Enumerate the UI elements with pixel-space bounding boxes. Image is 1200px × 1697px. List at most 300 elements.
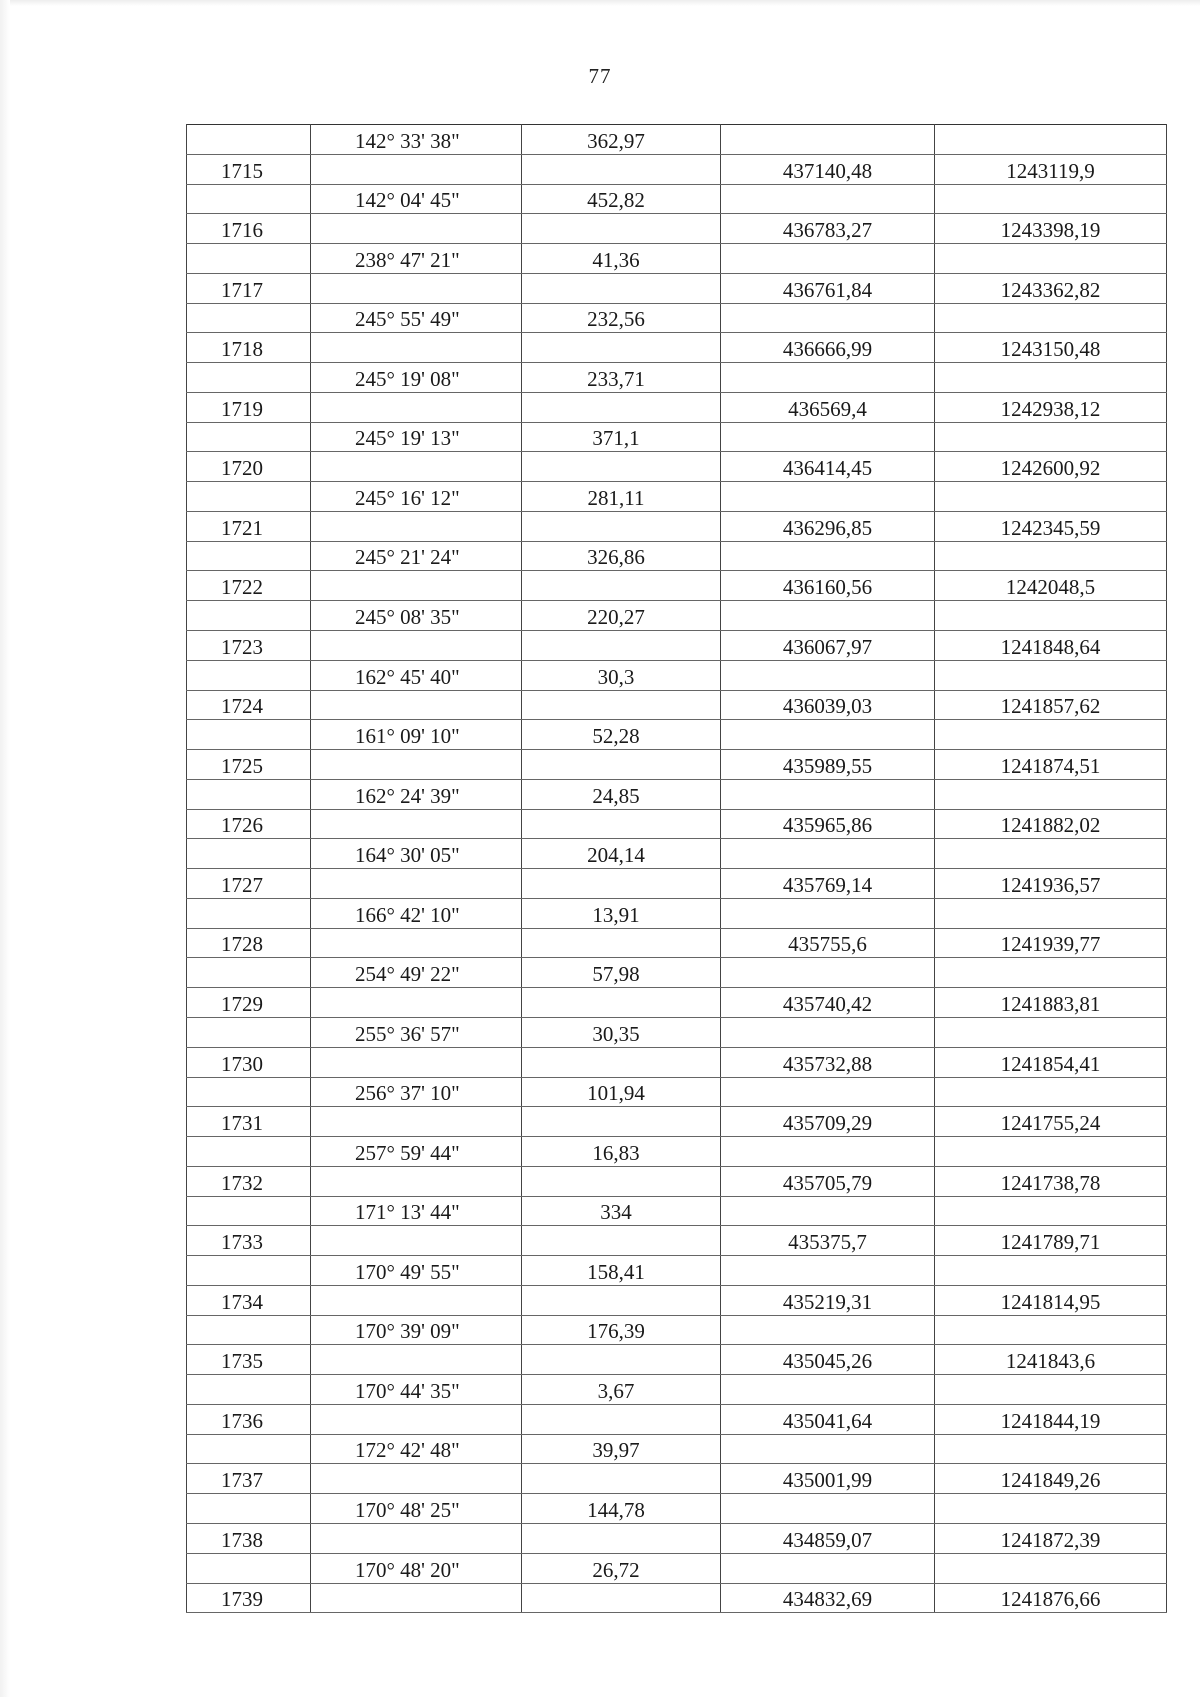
point-number-cell: 1716 [187,214,311,244]
y-coordinate-cell [935,303,1167,333]
distance-cell: 220,27 [522,601,721,631]
x-coordinate-cell: 435755,6 [721,928,935,958]
point-number-cell [187,1375,311,1405]
bearing-angle-cell [311,511,522,541]
y-coordinate-cell: 1243119,9 [935,154,1167,184]
table-row [187,1345,1167,1375]
table-row [187,660,1167,690]
table-row [187,1256,1167,1286]
bearing-angle-cell: 164° 30' 05" [311,839,522,869]
table-row [187,1077,1167,1107]
scan-shadow-left [0,0,10,1697]
table-row [187,839,1167,869]
bearing-angle-cell: 245° 21' 24" [311,541,522,571]
point-number-cell [187,244,311,274]
distance-cell: 158,41 [522,1256,721,1286]
y-coordinate-cell: 1241874,51 [935,750,1167,780]
distance-cell: 281,11 [522,482,721,512]
y-coordinate-cell: 1242938,12 [935,392,1167,422]
x-coordinate-cell: 435965,86 [721,809,935,839]
y-coordinate-cell: 1243398,19 [935,214,1167,244]
bearing-angle-cell [311,571,522,601]
bearing-angle-cell: 170° 48' 20" [311,1553,522,1583]
x-coordinate-cell [721,422,935,452]
x-coordinate-cell [721,1315,935,1345]
x-coordinate-cell: 436569,4 [721,392,935,422]
distance-cell [522,392,721,422]
bearing-angle-cell [311,1107,522,1137]
distance-cell: 232,56 [522,303,721,333]
bearing-angle-cell [311,1285,522,1315]
y-coordinate-cell [935,1137,1167,1167]
distance-cell [522,154,721,184]
distance-cell: 144,78 [522,1494,721,1524]
y-coordinate-cell: 1241738,78 [935,1166,1167,1196]
table-row [187,779,1167,809]
point-number-cell: 1735 [187,1345,311,1375]
page-number: 77 [588,64,612,88]
bearing-angle-cell: 166° 42' 10" [311,898,522,928]
x-coordinate-cell [721,541,935,571]
bearing-angle-cell: 238° 47' 21" [311,244,522,274]
x-coordinate-cell [721,1017,935,1047]
table-row [187,1047,1167,1077]
point-number-cell: 1715 [187,154,311,184]
x-coordinate-cell: 435045,26 [721,1345,935,1375]
x-coordinate-cell: 434859,07 [721,1523,935,1553]
point-number-cell [187,1017,311,1047]
bearing-angle-cell [311,1523,522,1553]
bearing-angle-cell [311,392,522,422]
bearing-angle-cell [311,1404,522,1434]
table-row [187,720,1167,750]
point-number-cell [187,184,311,214]
table-row [187,273,1167,303]
point-number-cell [187,1256,311,1286]
distance-cell: 13,91 [522,898,721,928]
bearing-angle-cell: 170° 39' 09" [311,1315,522,1345]
table-row [187,541,1167,571]
table-row [187,1464,1167,1494]
bearing-angle-cell [311,631,522,661]
x-coordinate-cell [721,1256,935,1286]
point-number-cell: 1736 [187,1404,311,1434]
x-coordinate-cell: 435732,88 [721,1047,935,1077]
bearing-angle-cell [311,988,522,1018]
point-number-cell: 1726 [187,809,311,839]
point-number-cell: 1724 [187,690,311,720]
table-row [187,1375,1167,1405]
point-number-cell: 1722 [187,571,311,601]
distance-cell [522,273,721,303]
bearing-angle-cell [311,1464,522,1494]
table-row [187,988,1167,1018]
distance-cell [522,869,721,899]
bearing-angle-cell: 257° 59' 44" [311,1137,522,1167]
bearing-angle-cell: 171° 13' 44" [311,1196,522,1226]
y-coordinate-cell [935,1315,1167,1345]
point-number-cell [187,1196,311,1226]
point-number-cell [187,898,311,928]
point-number-cell: 1730 [187,1047,311,1077]
table-row [187,690,1167,720]
distance-cell: 176,39 [522,1315,721,1345]
table-row [187,631,1167,661]
table-row [187,125,1167,155]
y-coordinate-cell [935,660,1167,690]
table-row [187,184,1167,214]
bearing-angle-cell [311,452,522,482]
distance-cell [522,988,721,1018]
point-number-cell: 1733 [187,1226,311,1256]
y-coordinate-cell [935,541,1167,571]
distance-cell [522,1464,721,1494]
y-coordinate-cell [935,1375,1167,1405]
point-number-cell [187,601,311,631]
y-coordinate-cell: 1241789,71 [935,1226,1167,1256]
distance-cell [522,1166,721,1196]
point-number-cell: 1737 [187,1464,311,1494]
x-coordinate-cell: 436761,84 [721,273,935,303]
table-row [187,1107,1167,1137]
y-coordinate-cell: 1242600,92 [935,452,1167,482]
bearing-angle-cell: 256° 37' 10" [311,1077,522,1107]
distance-cell [522,1107,721,1137]
table-row [187,750,1167,780]
distance-cell: 41,36 [522,244,721,274]
coordinates-table [186,124,1167,1613]
y-coordinate-cell: 1243150,48 [935,333,1167,363]
distance-cell: 101,94 [522,1077,721,1107]
x-coordinate-cell: 436296,85 [721,511,935,541]
y-coordinate-cell [935,1256,1167,1286]
table-row [187,1494,1167,1524]
y-coordinate-cell [935,422,1167,452]
x-coordinate-cell [721,720,935,750]
y-coordinate-cell [935,720,1167,750]
bearing-angle-cell: 172° 42' 48" [311,1434,522,1464]
distance-cell: 39,97 [522,1434,721,1464]
y-coordinate-cell [935,601,1167,631]
y-coordinate-cell [935,363,1167,393]
x-coordinate-cell [721,958,935,988]
distance-cell: 26,72 [522,1553,721,1583]
bearing-angle-cell: 170° 48' 25" [311,1494,522,1524]
bearing-angle-cell [311,333,522,363]
y-coordinate-cell [935,779,1167,809]
x-coordinate-cell: 435989,55 [721,750,935,780]
y-coordinate-cell: 1243362,82 [935,273,1167,303]
bearing-angle-cell: 170° 49' 55" [311,1256,522,1286]
x-coordinate-cell [721,1553,935,1583]
point-number-cell [187,1137,311,1167]
point-number-cell: 1729 [187,988,311,1018]
table-row [187,809,1167,839]
table-row [187,511,1167,541]
point-number-cell [187,1434,311,1464]
distance-cell: 57,98 [522,958,721,988]
table-row [187,333,1167,363]
distance-cell [522,571,721,601]
point-number-cell: 1725 [187,750,311,780]
y-coordinate-cell [935,1077,1167,1107]
distance-cell [522,333,721,363]
table-row [187,1166,1167,1196]
x-coordinate-cell: 435769,14 [721,869,935,899]
y-coordinate-cell: 1242345,59 [935,511,1167,541]
x-coordinate-cell [721,184,935,214]
bearing-angle-cell [311,1345,522,1375]
table-row [187,1404,1167,1434]
y-coordinate-cell: 1241876,66 [935,1583,1167,1613]
point-number-cell: 1717 [187,273,311,303]
point-number-cell: 1723 [187,631,311,661]
point-number-cell: 1738 [187,1523,311,1553]
table-row [187,571,1167,601]
point-number-cell: 1727 [187,869,311,899]
distance-cell [522,1226,721,1256]
x-coordinate-cell: 436067,97 [721,631,935,661]
y-coordinate-cell [935,1494,1167,1524]
bearing-angle-cell: 245° 08' 35" [311,601,522,631]
coordinates-table-body [187,125,1167,1613]
point-number-cell [187,363,311,393]
x-coordinate-cell [721,1137,935,1167]
table-row [187,869,1167,899]
table-row [187,928,1167,958]
y-coordinate-cell: 1241857,62 [935,690,1167,720]
distance-cell: 452,82 [522,184,721,214]
bearing-angle-cell: 245° 19' 13" [311,422,522,452]
x-coordinate-cell [721,1077,935,1107]
distance-cell [522,1345,721,1375]
x-coordinate-cell [721,363,935,393]
point-number-cell [187,541,311,571]
table-row [187,1553,1167,1583]
x-coordinate-cell: 435001,99 [721,1464,935,1494]
x-coordinate-cell [721,1494,935,1524]
y-coordinate-cell [935,898,1167,928]
table-row [187,1315,1167,1345]
distance-cell [522,809,721,839]
bearing-angle-cell [311,1226,522,1256]
table-row [187,363,1167,393]
y-coordinate-cell: 1241849,26 [935,1464,1167,1494]
table-row [187,214,1167,244]
bearing-angle-cell [311,1583,522,1613]
bearing-angle-cell [311,1047,522,1077]
bearing-angle-cell [311,869,522,899]
point-number-cell [187,1077,311,1107]
x-coordinate-cell: 436666,99 [721,333,935,363]
y-coordinate-cell: 1241936,57 [935,869,1167,899]
bearing-angle-cell: 142° 04' 45" [311,184,522,214]
x-coordinate-cell [721,839,935,869]
x-coordinate-cell: 435041,64 [721,1404,935,1434]
x-coordinate-cell [721,1375,935,1405]
bearing-angle-cell [311,273,522,303]
y-coordinate-cell [935,1196,1167,1226]
table-row [187,392,1167,422]
distance-cell: 52,28 [522,720,721,750]
distance-cell [522,1523,721,1553]
distance-cell [522,214,721,244]
table-row [187,303,1167,333]
bearing-angle-cell [311,154,522,184]
scan-shadow-top [0,0,1200,6]
y-coordinate-cell [935,958,1167,988]
table-row [187,154,1167,184]
y-coordinate-cell: 1241814,95 [935,1285,1167,1315]
table-row [187,422,1167,452]
x-coordinate-cell: 435375,7 [721,1226,935,1256]
table-row [187,1226,1167,1256]
point-number-cell [187,660,311,690]
point-number-cell [187,1553,311,1583]
x-coordinate-cell [721,898,935,928]
bearing-angle-cell [311,809,522,839]
distance-cell: 3,67 [522,1375,721,1405]
bearing-angle-cell: 254° 49' 22" [311,958,522,988]
point-number-cell [187,125,311,155]
x-coordinate-cell: 435740,42 [721,988,935,1018]
x-coordinate-cell: 436783,27 [721,214,935,244]
point-number-cell: 1721 [187,511,311,541]
y-coordinate-cell [935,482,1167,512]
x-coordinate-cell: 434832,69 [721,1583,935,1613]
distance-cell [522,511,721,541]
x-coordinate-cell [721,303,935,333]
bearing-angle-cell: 245° 16' 12" [311,482,522,512]
y-coordinate-cell [935,839,1167,869]
bearing-angle-cell: 245° 55' 49" [311,303,522,333]
distance-cell [522,1285,721,1315]
table-row [187,1196,1167,1226]
distance-cell: 371,1 [522,422,721,452]
x-coordinate-cell [721,660,935,690]
point-number-cell: 1728 [187,928,311,958]
point-number-cell: 1719 [187,392,311,422]
distance-cell [522,452,721,482]
x-coordinate-cell: 435705,79 [721,1166,935,1196]
table-row [187,958,1167,988]
table-row [187,601,1167,631]
bearing-angle-cell: 170° 44' 35" [311,1375,522,1405]
point-number-cell [187,958,311,988]
x-coordinate-cell: 435709,29 [721,1107,935,1137]
point-number-cell [187,482,311,512]
point-number-cell [187,839,311,869]
distance-cell [522,631,721,661]
point-number-cell: 1739 [187,1583,311,1613]
point-number-cell [187,1315,311,1345]
y-coordinate-cell: 1241883,81 [935,988,1167,1018]
x-coordinate-cell [721,244,935,274]
point-number-cell [187,422,311,452]
distance-cell: 30,3 [522,660,721,690]
bearing-angle-cell: 245° 19' 08" [311,363,522,393]
distance-cell: 30,35 [522,1017,721,1047]
bearing-angle-cell: 161° 09' 10" [311,720,522,750]
y-coordinate-cell: 1241843,6 [935,1345,1167,1375]
y-coordinate-cell: 1241854,41 [935,1047,1167,1077]
y-coordinate-cell: 1242048,5 [935,571,1167,601]
bearing-angle-cell: 162° 45' 40" [311,660,522,690]
table-row [187,1434,1167,1464]
y-coordinate-cell [935,1553,1167,1583]
point-number-cell [187,1494,311,1524]
y-coordinate-cell: 1241848,64 [935,631,1167,661]
table-row [187,1017,1167,1047]
point-number-cell: 1731 [187,1107,311,1137]
y-coordinate-cell [935,1434,1167,1464]
x-coordinate-cell: 436414,45 [721,452,935,482]
table-row [187,1523,1167,1553]
bearing-angle-cell: 162° 24' 39" [311,779,522,809]
distance-cell: 204,14 [522,839,721,869]
point-number-cell [187,779,311,809]
table-row [187,482,1167,512]
x-coordinate-cell [721,779,935,809]
table-row [187,1583,1167,1613]
distance-cell [522,1047,721,1077]
bearing-angle-cell: 142° 33' 38" [311,125,522,155]
x-coordinate-cell [721,1196,935,1226]
x-coordinate-cell: 437140,48 [721,154,935,184]
bearing-angle-cell [311,750,522,780]
distance-cell: 326,86 [522,541,721,571]
point-number-cell: 1720 [187,452,311,482]
x-coordinate-cell: 435219,31 [721,1285,935,1315]
distance-cell: 16,83 [522,1137,721,1167]
bearing-angle-cell [311,1166,522,1196]
point-number-cell [187,720,311,750]
table-row [187,452,1167,482]
bearing-angle-cell [311,214,522,244]
distance-cell [522,928,721,958]
x-coordinate-cell: 436160,56 [721,571,935,601]
y-coordinate-cell [935,125,1167,155]
x-coordinate-cell [721,482,935,512]
distance-cell [522,690,721,720]
y-coordinate-cell: 1241755,24 [935,1107,1167,1137]
bearing-angle-cell [311,690,522,720]
bearing-angle-cell: 255° 36' 57" [311,1017,522,1047]
x-coordinate-cell: 436039,03 [721,690,935,720]
table-row [187,1137,1167,1167]
distance-cell [522,1404,721,1434]
distance-cell [522,750,721,780]
y-coordinate-cell: 1241872,39 [935,1523,1167,1553]
distance-cell: 233,71 [522,363,721,393]
y-coordinate-cell [935,1017,1167,1047]
point-number-cell [187,303,311,333]
y-coordinate-cell: 1241844,19 [935,1404,1167,1434]
distance-cell: 362,97 [522,125,721,155]
table-row [187,898,1167,928]
y-coordinate-cell [935,244,1167,274]
point-number-cell: 1732 [187,1166,311,1196]
y-coordinate-cell [935,184,1167,214]
x-coordinate-cell [721,125,935,155]
point-number-cell: 1718 [187,333,311,363]
y-coordinate-cell: 1241882,02 [935,809,1167,839]
x-coordinate-cell [721,601,935,631]
table-row [187,244,1167,274]
point-number-cell: 1734 [187,1285,311,1315]
table-row [187,1285,1167,1315]
distance-cell: 334 [522,1196,721,1226]
